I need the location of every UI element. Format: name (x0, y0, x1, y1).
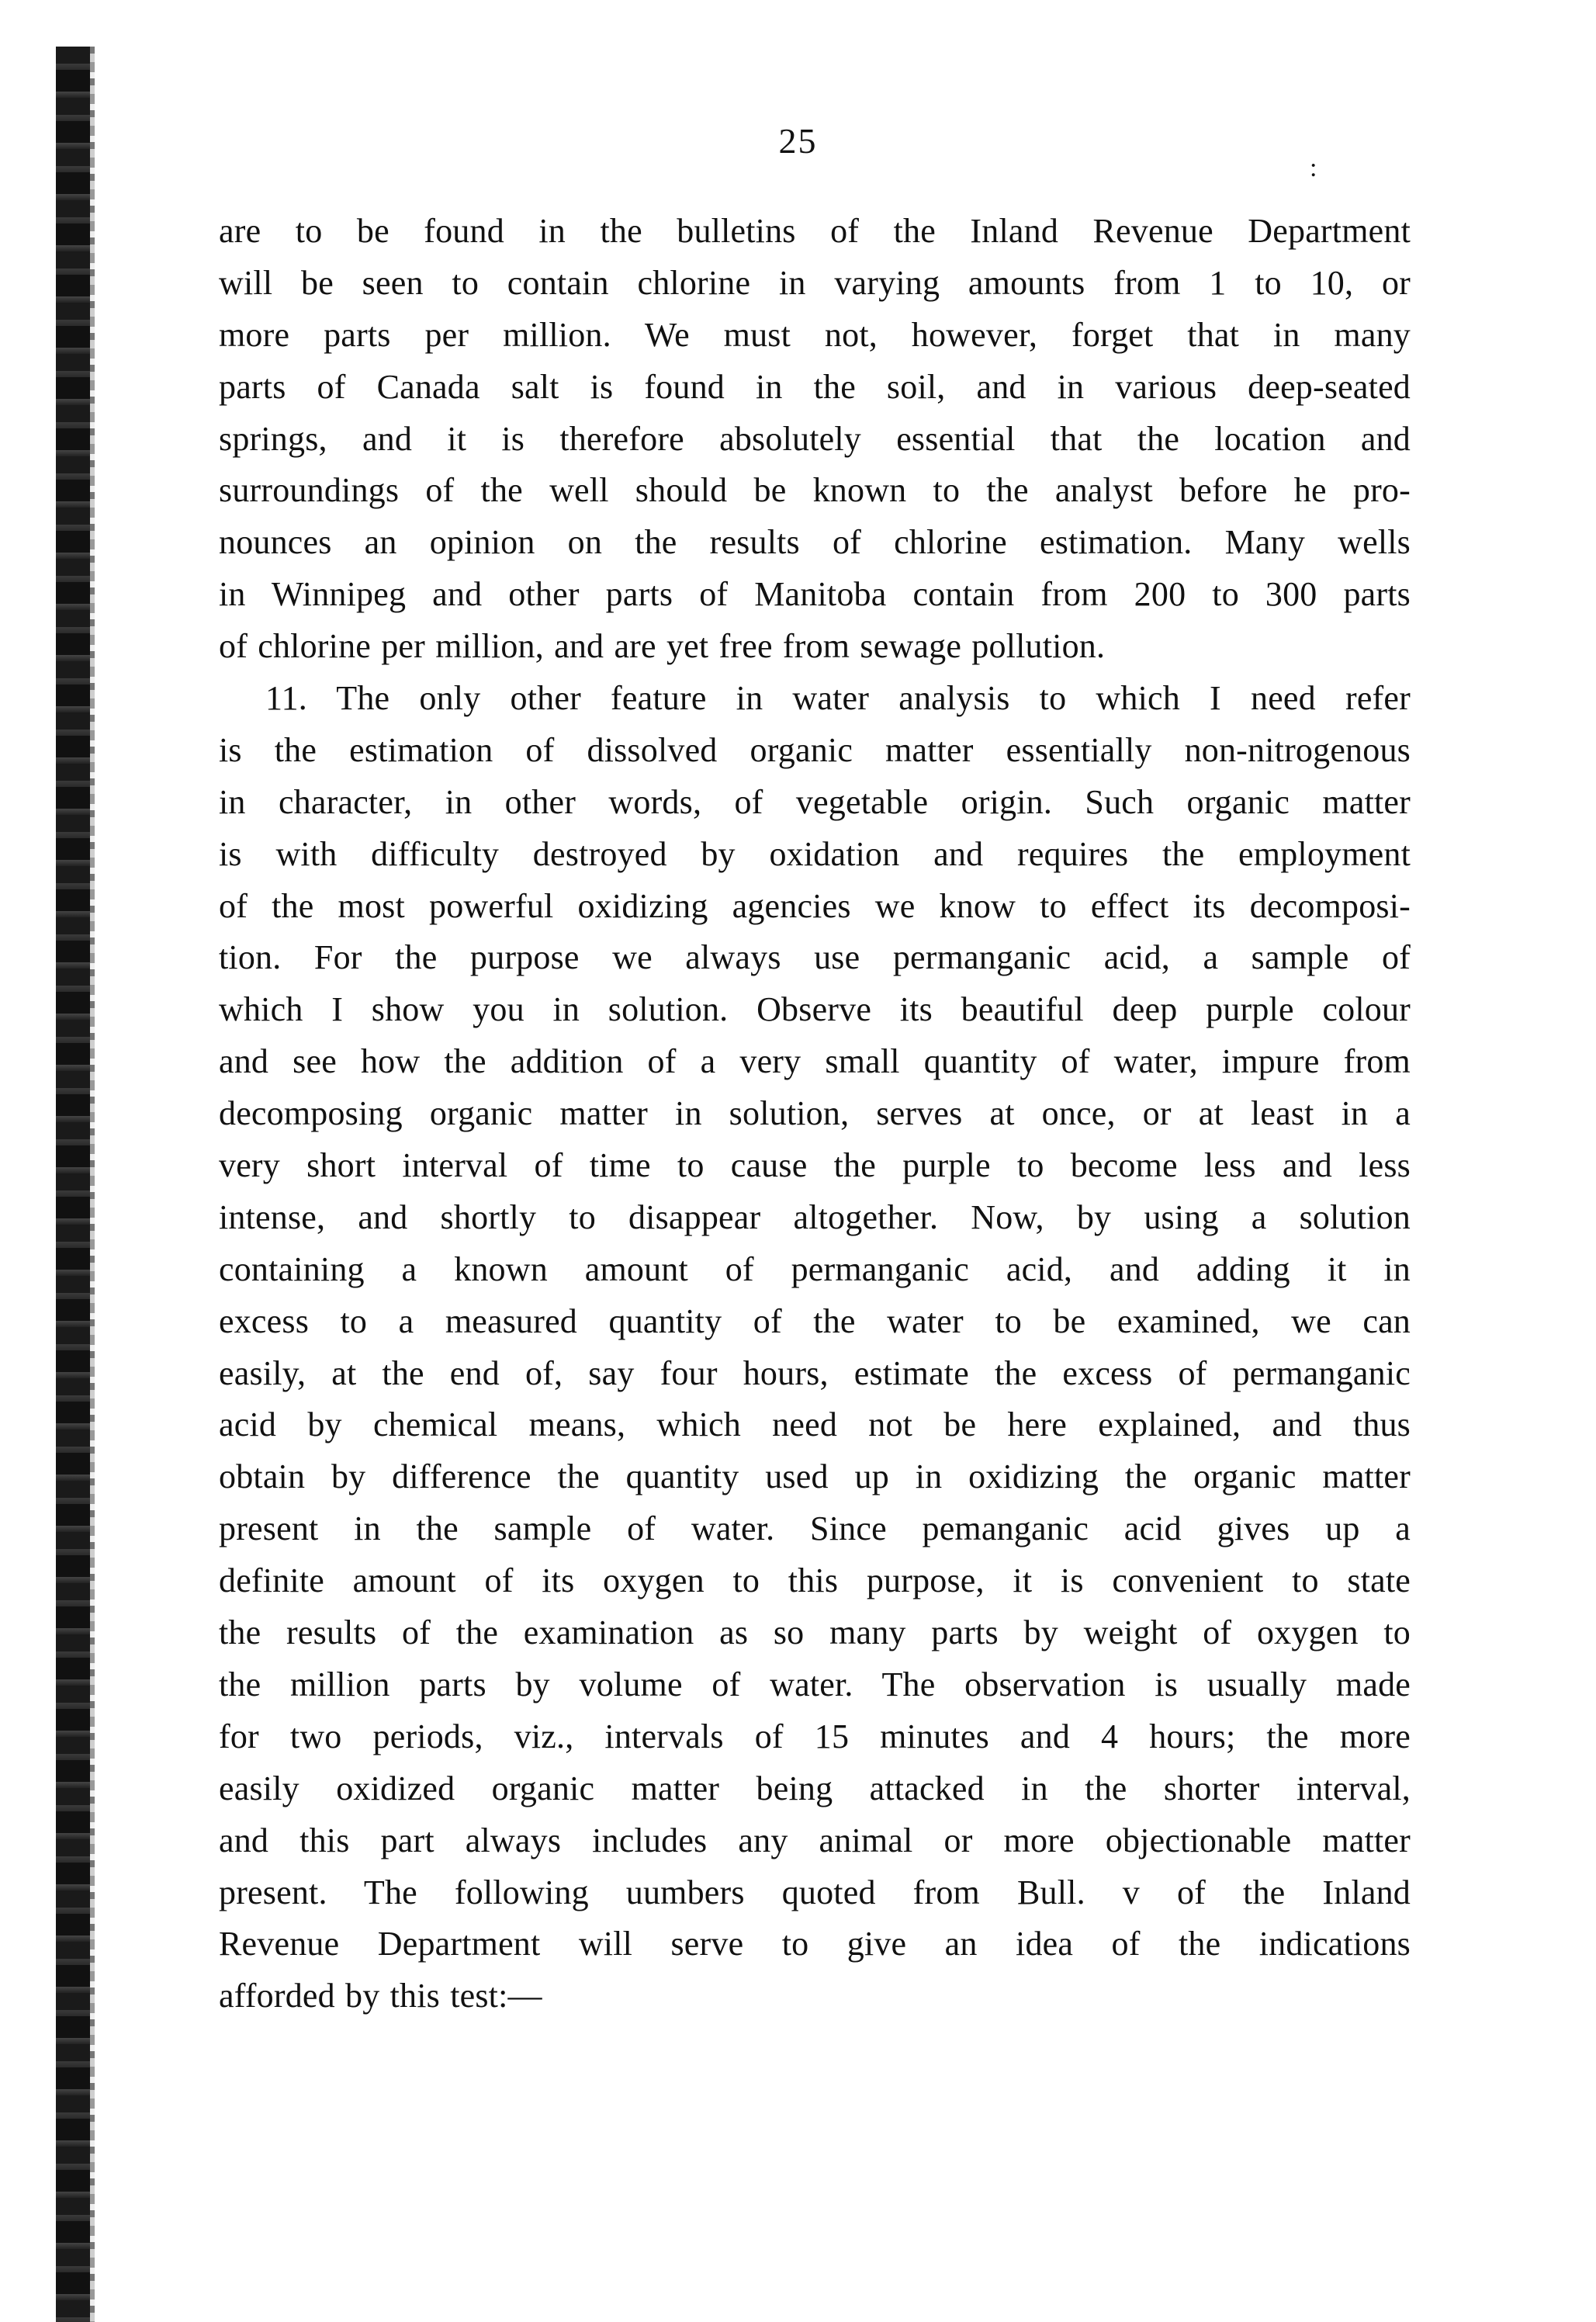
text-line: are to be found in the bulletins of the Inland Revenue Department (219, 212, 1411, 250)
binding-edge (56, 47, 90, 2322)
text-line: in character, in other words, of vegetable origin. Such organic matter (219, 782, 1411, 821)
text-line: will be seen to contain chlorine in varying amounts from 1 to 10, or (219, 263, 1411, 302)
text-line: easily oxidized organic matter being attacked in the shorter interval, (219, 1769, 1411, 1807)
text-line: easily, at the end of, say four hours, estimate the excess of permanganic (219, 1353, 1411, 1392)
text-line: definite amount of its oxygen to this purpose, it is convenient to state (219, 1561, 1411, 1600)
text-line: decomposing organic matter in solution, serves at once, or at least in a (219, 1094, 1411, 1133)
text-line: of the most powerful oxidizing agencies we know to effect its decomposi- (219, 886, 1411, 925)
text-line: the results of the examination as so many parts by weight of oxygen to (219, 1613, 1411, 1652)
text-line: acid by chemical means, which need not be here explained, and thus (219, 1405, 1411, 1444)
text-line: containing a known amount of permanganic acid, and adding it in (219, 1249, 1411, 1288)
binding-edge-shadow (90, 47, 95, 2322)
text-line: intense, and shortly to disappear altogether. Now, by using a solution (219, 1197, 1411, 1236)
body-text (219, 206, 1411, 2022)
text-line: present. The following uumbers quoted from Bull. v of the Inland (219, 1873, 1411, 1911)
text-line: which I show you in solution. Observe its beautiful deep purple colour (219, 990, 1411, 1029)
paragraph-start-line: 11. The only other feature in water analysis to which I need refer (265, 679, 1411, 718)
corner-mark: : (1310, 154, 1317, 182)
text-line: obtain by difference the quantity used up in oxidizing the organic matter (219, 1457, 1411, 1496)
text-line: and see how the addition of a very small quantity of water, impure from (219, 1042, 1411, 1081)
text-line: excess to a measured quantity of the water to be examined, we can (219, 1301, 1411, 1340)
text-line: tion. For the purpose we always use permanganic acid, a sample of (219, 938, 1411, 977)
text-line: very short interval of time to cause the purple to become less and less (219, 1146, 1411, 1185)
text-line: for two periods, viz., intervals of 15 minutes and 4 hours; the more (219, 1717, 1411, 1755)
paragraph-end-line: afforded by this test:— (219, 1977, 542, 2015)
text-line: present in the sample of water. Since pemanganic acid gives up a (219, 1509, 1411, 1548)
text-line: Revenue Department will serve to give an idea of the indications (219, 1925, 1411, 1963)
text-line: surroundings of the well should be known to the analyst before he pro- (219, 471, 1411, 510)
text-line: more parts per million. We must not, however, forget that in many (219, 315, 1411, 354)
text-line: springs, and it is therefore absolutely essential that the location and (219, 419, 1411, 458)
text-line: nounces an opinion on the results of chlorine estimation. Many wells (219, 523, 1411, 562)
page-number: 25 (778, 121, 818, 161)
text-line: the million parts by volume of water. The observation is usually made (219, 1665, 1411, 1703)
text-line: parts of Canada salt is found in the soil, and in various deep-seated (219, 367, 1411, 406)
text-line: in Winnipeg and other parts of Manitoba contain from 200 to 300 parts (219, 575, 1411, 614)
text-line: and this part always includes any animal or more objectionable matter (219, 1821, 1411, 1859)
text-line: is with difficulty destroyed by oxidation and requires the employment (219, 834, 1411, 873)
text-line: is the estimation of dissolved organic matter essentially non-nitrogenous (219, 730, 1411, 769)
paragraph-end-line: of chlorine per million, and are yet free from sewage pollution. (219, 627, 1106, 666)
